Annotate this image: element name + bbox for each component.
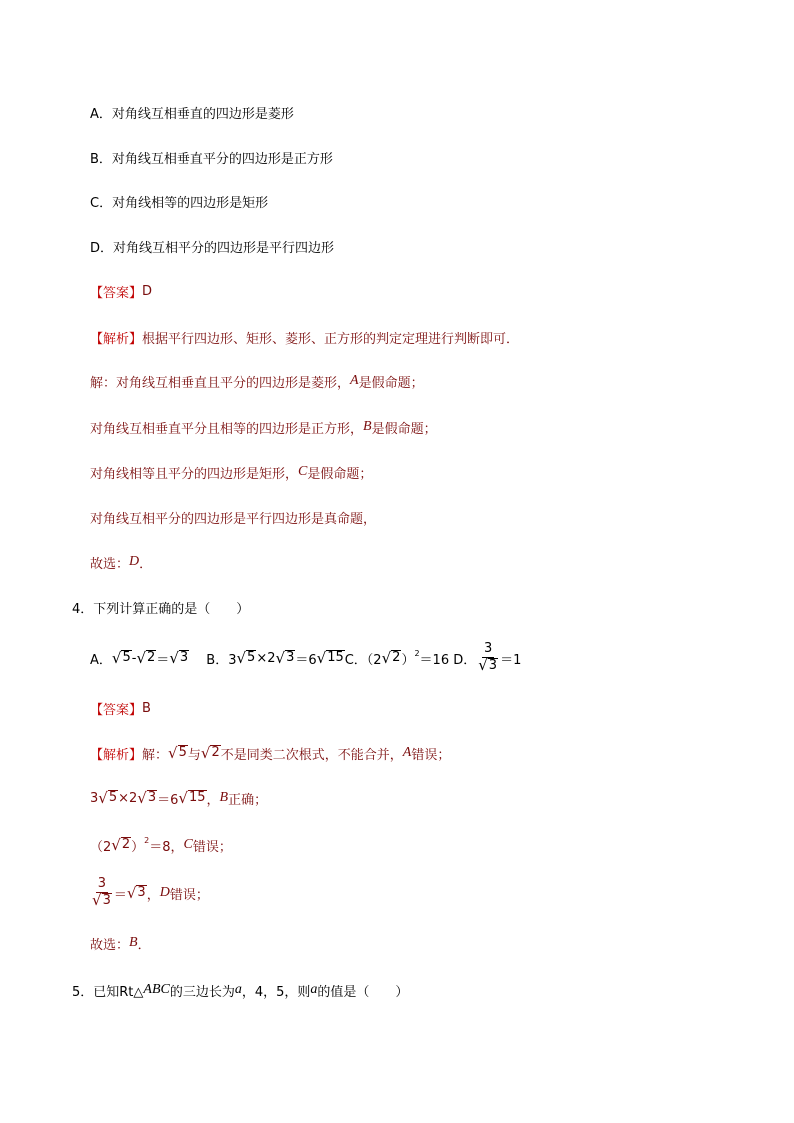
radical-sign-icon: √ — [111, 648, 122, 667]
text-segment: ×2 — [118, 790, 138, 806]
text-segment: 3 — [90, 790, 99, 806]
text-segment: ，4，5，则 — [241, 984, 311, 1000]
sqrt-expression — [201, 745, 221, 760]
radical-sign-icon: √ — [200, 743, 211, 762]
sqrt-expression — [168, 745, 188, 760]
math-variable: C — [183, 837, 193, 852]
text-segment: 对角线互相垂直平分且相等的四边形是正方形， — [90, 421, 364, 437]
text-segment: ＝1 — [500, 652, 522, 668]
text-segment: ＝8， — [149, 839, 184, 855]
text-segment: 故选： — [90, 556, 130, 572]
text-segment: B．对角线互相垂直平分的四边形是正方形 — [90, 151, 333, 167]
math-variable: D — [129, 554, 140, 569]
text-line — [72, 975, 408, 1005]
superscript: 2 — [414, 648, 420, 658]
text-segment: ） — [401, 652, 415, 668]
text-line — [90, 97, 294, 127]
math-variable: a — [310, 982, 318, 997]
math-variable: a — [234, 982, 242, 997]
text-segment: 是假命题； — [358, 375, 424, 391]
text-segment: 与 — [187, 747, 201, 763]
radical-sign-icon: √ — [478, 655, 488, 674]
text-segment: 解：对角线互相垂直且平分的四边形是菱形， — [90, 375, 351, 391]
text-line — [90, 547, 152, 577]
math-variable: D — [159, 885, 170, 900]
text-segment: D．对角线互相平分的四边形是平行四边形 — [90, 240, 335, 256]
text-segment: ＝ — [156, 652, 170, 668]
text-segment: （2 — [90, 839, 112, 855]
sqrt-expression — [112, 650, 132, 665]
section-label: 【解析】 — [90, 331, 143, 347]
text-segment: ×2 — [256, 650, 276, 666]
radical-sign-icon: √ — [137, 788, 147, 807]
text-segment: - — [131, 650, 137, 666]
math-variable: A — [402, 745, 412, 760]
text-segment: 正确； — [228, 792, 268, 808]
denominator — [478, 655, 498, 674]
text-line — [90, 928, 151, 958]
radical-sign-icon: √ — [275, 648, 286, 667]
section-label: 【答案】 — [90, 285, 143, 301]
text-segment: 故选： — [90, 937, 130, 953]
radicand: 2 — [211, 745, 220, 761]
sqrt-expression — [98, 790, 118, 805]
text-segment: 错误； — [169, 887, 209, 903]
radicand: 15 — [188, 790, 206, 806]
text-segment: ＝16 D． — [419, 652, 477, 668]
math-variable: B — [219, 790, 229, 805]
text-segment: ， — [146, 887, 160, 903]
text-segment: 的三边长为 — [169, 984, 235, 1000]
radicand: 5 — [122, 650, 131, 666]
text-line — [90, 276, 152, 306]
radical-sign-icon: √ — [98, 788, 108, 807]
radical-sign-icon: √ — [316, 648, 327, 667]
radicand: 2 — [392, 650, 401, 666]
radical-sign-icon: √ — [136, 648, 147, 667]
section-label: 【答案】 — [90, 702, 143, 718]
text-segment: ＝6 — [295, 652, 317, 668]
radical-sign-icon: √ — [381, 648, 392, 667]
text-line — [90, 412, 437, 442]
sqrt-expression — [382, 650, 402, 665]
text-segment: ， — [206, 792, 220, 808]
text-line — [90, 231, 334, 261]
numerator: 3 — [97, 876, 107, 892]
radicand: 2 — [147, 650, 156, 666]
sqrt-expression — [478, 655, 498, 674]
radicand: 5 — [178, 745, 187, 761]
radicand: 3 — [137, 885, 146, 901]
text-segment: ． — [137, 937, 151, 953]
text-segment: 解： — [142, 747, 169, 763]
fraction — [92, 877, 112, 909]
text-line — [90, 186, 268, 216]
radicand: 3 — [179, 650, 189, 666]
radicand: 15 — [327, 650, 344, 666]
text-segment: 错误； — [192, 839, 232, 855]
radical-sign-icon: √ — [168, 743, 178, 762]
sqrt-expression — [169, 650, 189, 665]
numerator: 3 — [484, 641, 493, 657]
text-segment: 对角线相等且平分的四边形是矩形， — [90, 466, 299, 482]
text-line — [90, 738, 450, 768]
math-variable: ABC — [143, 982, 170, 997]
text-segment: 是假命题； — [307, 466, 373, 482]
text-line — [90, 457, 372, 487]
superscript: 2 — [144, 835, 150, 845]
section-label: 【解析】 — [90, 747, 143, 763]
text-segment: C．对角线相等的四边形是矩形 — [90, 195, 269, 211]
text-segment: ． — [139, 556, 153, 572]
text-segment: 是假命题； — [371, 421, 437, 437]
text-segment: 根据平行四边形、矩形、菱形、正方形的判定定理进行判断即可． — [142, 331, 520, 347]
text-segment: 4．下列计算正确的是（ ） — [72, 601, 250, 617]
sqrt-expression — [127, 885, 147, 900]
sqrt-expression — [136, 650, 156, 665]
text-segment: 错误； — [411, 747, 451, 763]
text-segment: B — [142, 700, 151, 716]
text-line — [90, 643, 521, 673]
sqrt-expression — [276, 650, 296, 665]
text-segment: B．3 — [189, 652, 237, 668]
text-segment: 的值是（ ） — [317, 984, 409, 1000]
radicand: 5 — [108, 790, 118, 806]
text-segment: A．对角线互相垂直的四边形是菱形 — [90, 106, 294, 122]
text-segment: A． — [90, 652, 112, 668]
radical-sign-icon: √ — [111, 835, 121, 854]
radicand: 5 — [247, 650, 256, 666]
sqrt-expression — [178, 790, 206, 805]
text-segment: ＝ — [113, 887, 127, 903]
text-segment: 5．已知Rt△ — [72, 984, 144, 1000]
math-variable: B — [129, 935, 138, 950]
text-segment: 对角线互相平分的四边形是平行四边形是真命题， — [90, 511, 377, 527]
text-line — [90, 830, 232, 860]
radicand: 3 — [147, 790, 157, 806]
radical-sign-icon: √ — [126, 883, 137, 902]
radicand: 2 — [121, 837, 131, 853]
text-line — [90, 502, 376, 532]
sqrt-expression — [92, 890, 112, 909]
text-line — [90, 878, 209, 908]
text-line — [90, 366, 424, 396]
radical-sign-icon: √ — [92, 890, 102, 909]
text-line — [90, 783, 267, 813]
sqrt-expression — [236, 650, 256, 665]
text-line — [72, 592, 249, 622]
fraction — [478, 642, 498, 674]
sqrt-expression — [111, 837, 131, 852]
text-line — [90, 142, 333, 172]
radicand: 3 — [488, 657, 498, 673]
radicand: 3 — [102, 892, 111, 908]
denominator — [92, 890, 112, 909]
math-variable: A — [350, 373, 359, 388]
text-segment: C．（2 — [344, 652, 382, 668]
math-variable: C — [298, 464, 308, 479]
radical-sign-icon: √ — [236, 648, 247, 667]
text-segment: 不是同类二次根式，不能合并， — [220, 747, 403, 763]
text-segment: ＝6 — [157, 792, 179, 808]
radical-sign-icon: √ — [178, 788, 188, 807]
sqrt-expression — [137, 790, 157, 805]
text-line — [90, 693, 151, 723]
math-variable: B — [363, 419, 372, 434]
radicand: 3 — [286, 650, 295, 666]
text-segment: ） — [131, 839, 145, 855]
radical-sign-icon: √ — [169, 648, 179, 667]
text-segment: D — [142, 283, 153, 299]
text-line — [90, 322, 519, 352]
sqrt-expression — [317, 650, 345, 665]
